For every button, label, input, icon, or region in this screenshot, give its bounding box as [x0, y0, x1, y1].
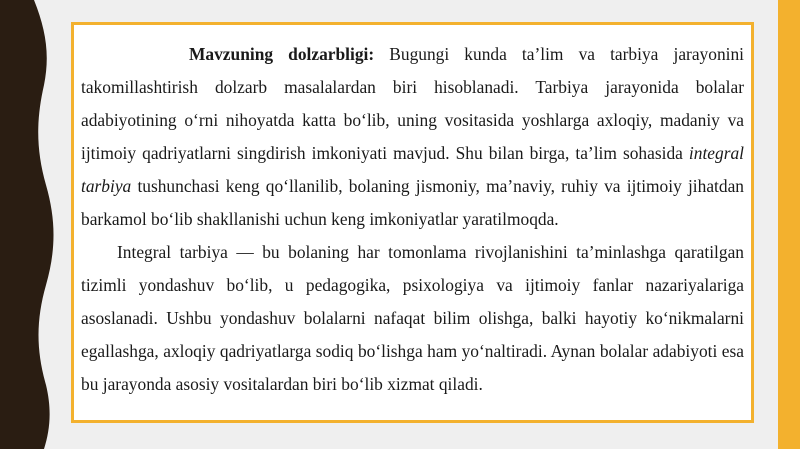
paragraph-text: tushunchasi keng qo‘llanilib, bolaning jismoniy, ma’naviy, ruhiy va ijtimoiy jihatdan barkamol bo‘lib shakllanishi uchun keng imkoniyatlar yaratilmoqda.	[81, 176, 744, 229]
decorative-wave-border	[0, 0, 60, 449]
relevance-label: Mavzuning dolzarbligi:	[189, 44, 375, 64]
italic-term: integral tarbiya	[81, 143, 744, 196]
text-content-box	[71, 22, 754, 423]
paragraph-relevance	[81, 38, 744, 236]
paragraph-text: Bugungi kunda ta’lim va tarbiya jarayonini takomillashtirish dolzarb masalalardan biri hisoblanadi. Tarbiya jarayonida bolalar adabiyotining o‘rni nihoyatda katta bo‘lib, uning vositasida yoshlarga axloqiy, madaniy va ijtimoiy qadriyatlarni singdirish imkoniyati mavjud. Shu bilan birga, ta’lim sohasida	[81, 44, 744, 163]
paragraph-integral-education	[81, 236, 744, 401]
accent-side-bar	[778, 0, 800, 449]
paragraph-text: Integral tarbiya — bu bolaning har tomonlama rivojlanishini ta’minlashga qaratilgan tizimli yondashuv bo‘lib, u pedagogika, psixologiya va ijtimoiy fanlar nazariyalariga asoslanadi. Ushbu yondashuv bolalarni nafaqat bilim olishga, balki hayotiy ko‘nikmalarni egallashga, axloqiy qadriyatlarga sodiq bo‘lishga ham yo‘naltiradi. Aynan bolalar adabiyoti esa bu jarayonda asosiy vositalardan biri bo‘lib xizmat qiladi.	[81, 242, 744, 394]
